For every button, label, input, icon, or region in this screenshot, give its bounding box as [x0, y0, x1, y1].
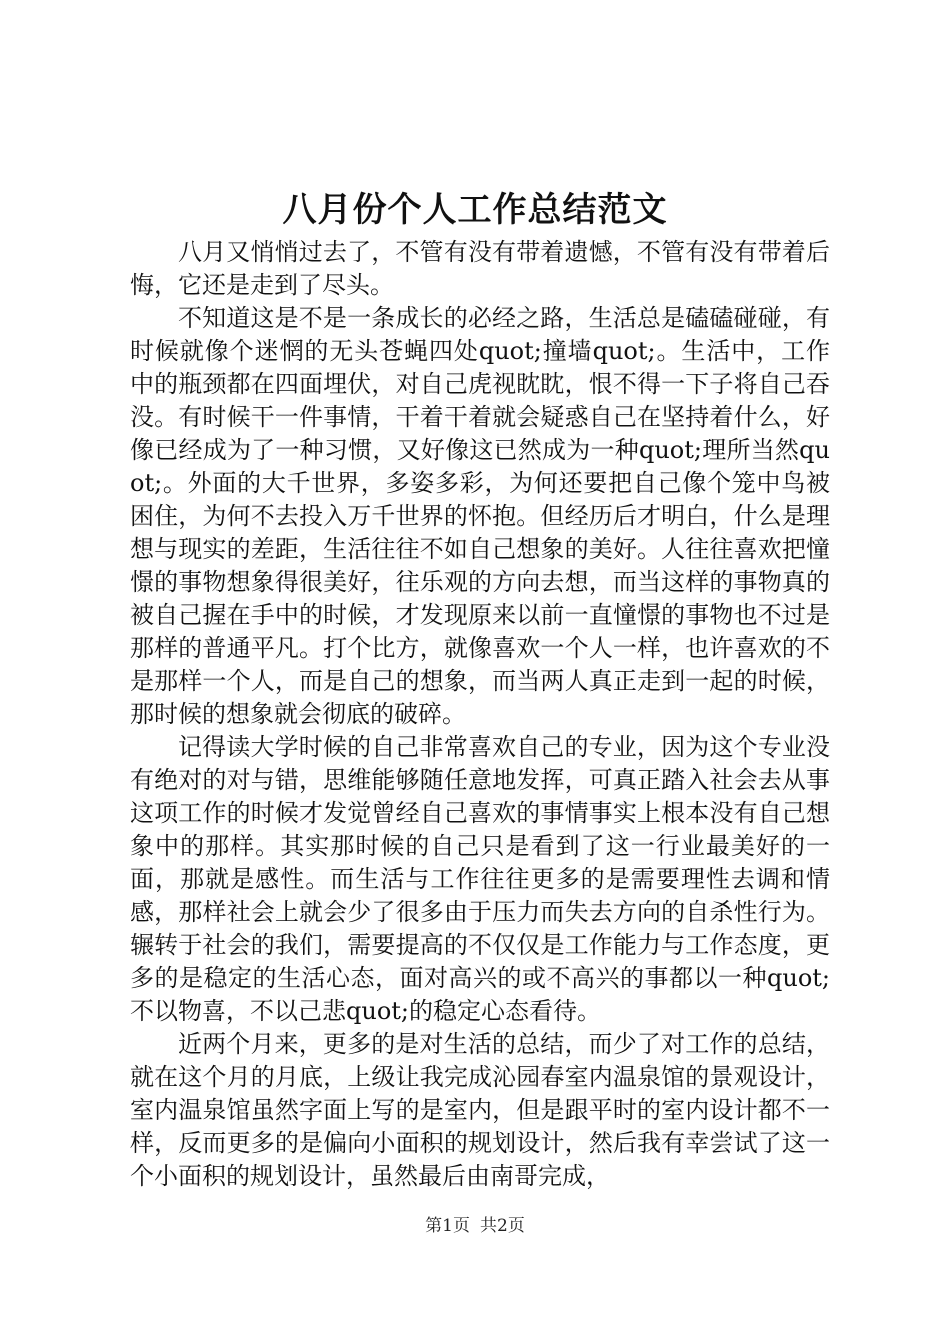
paragraph: 记得读大学时候的自己非常喜欢自己的专业，因为这个专业没有绝对的对与错，思维能够随任意地发挥，可真正踏入社会去从事这项工作的时候才发觉曾经自己喜欢的事情事实上根本没有自己想象中的那样。其实那时候的自己只是看到了这一行业最美好的一面，那就是感性。而生活与工作往往更多的是需要理性去调和情感，那样社会上就会少了很多由于压力而失去方向的自杀性行为。辗转于社会的我们，需要提高的不仅仅是工作能力与工作态度，更多的是稳定的生活心态，面对高兴的或不高兴的事都以一种quot;不以物喜，不以己悲quot;的稳定心态看待。: [130, 733, 830, 1025]
page-footer: [0, 1214, 950, 1238]
page-total: 共2页: [480, 1216, 525, 1236]
page-title: 八月份个人工作总结范文: [282, 190, 668, 230]
paragraph: 近两个月来，更多的是对生活的总结，而少了对工作的总结，就在这个月的月底，上级让我完成沁园春室内温泉馆的景观设计，室内温泉馆虽然字面上写的是室内，但是跟平时的室内设计都不一样，反而更多的是偏向小面积的规划设计，然后我有幸尝试了这一个小面积的规划设计，虽然最后由南哥完成，: [130, 1030, 830, 1190]
document-body: [130, 236, 830, 1193]
paragraph: 不知道这是不是一条成长的必经之路，生活总是磕磕碰碰，有时候就像个迷惘的无头苍蝇四处quot;撞墙quot;。生活中，工作中的瓶颈都在四面埋伏，对自己虎视眈眈，恨不得一下子将自己吞没。有时候干一件事情，干着干着就会疑惑自己在坚持着什么，好像已经成为了一种习惯，又好像这已然成为一种quot;理所当然quot;。外面的大千世界，多姿多彩，为何还要把自己像个笼中鸟被困住，为何不去投入万千世界的怀抱。但经历后才明白，什么是理想与现实的差距，生活往往不如自己想象的美好。人往往喜欢把憧憬的事物想象得很美好，往乐观的方向去想，而当这样的事物真的被自己握在手中的时候，才发现原来以前一直憧憬的事物也不过是那样的普通平凡。打个比方，就像喜欢一个人一样，也许喜欢的不是那样一个人，而是自己的想象，而当两人真正走到一起的时候，那时候的想象就会彻底的破碎。: [130, 304, 830, 728]
page-number: 第1页: [425, 1216, 470, 1236]
paragraph: 八月又悄悄过去了，不管有没有带着遗憾，不管有没有带着后悔，它还是走到了尽头。: [130, 238, 830, 299]
